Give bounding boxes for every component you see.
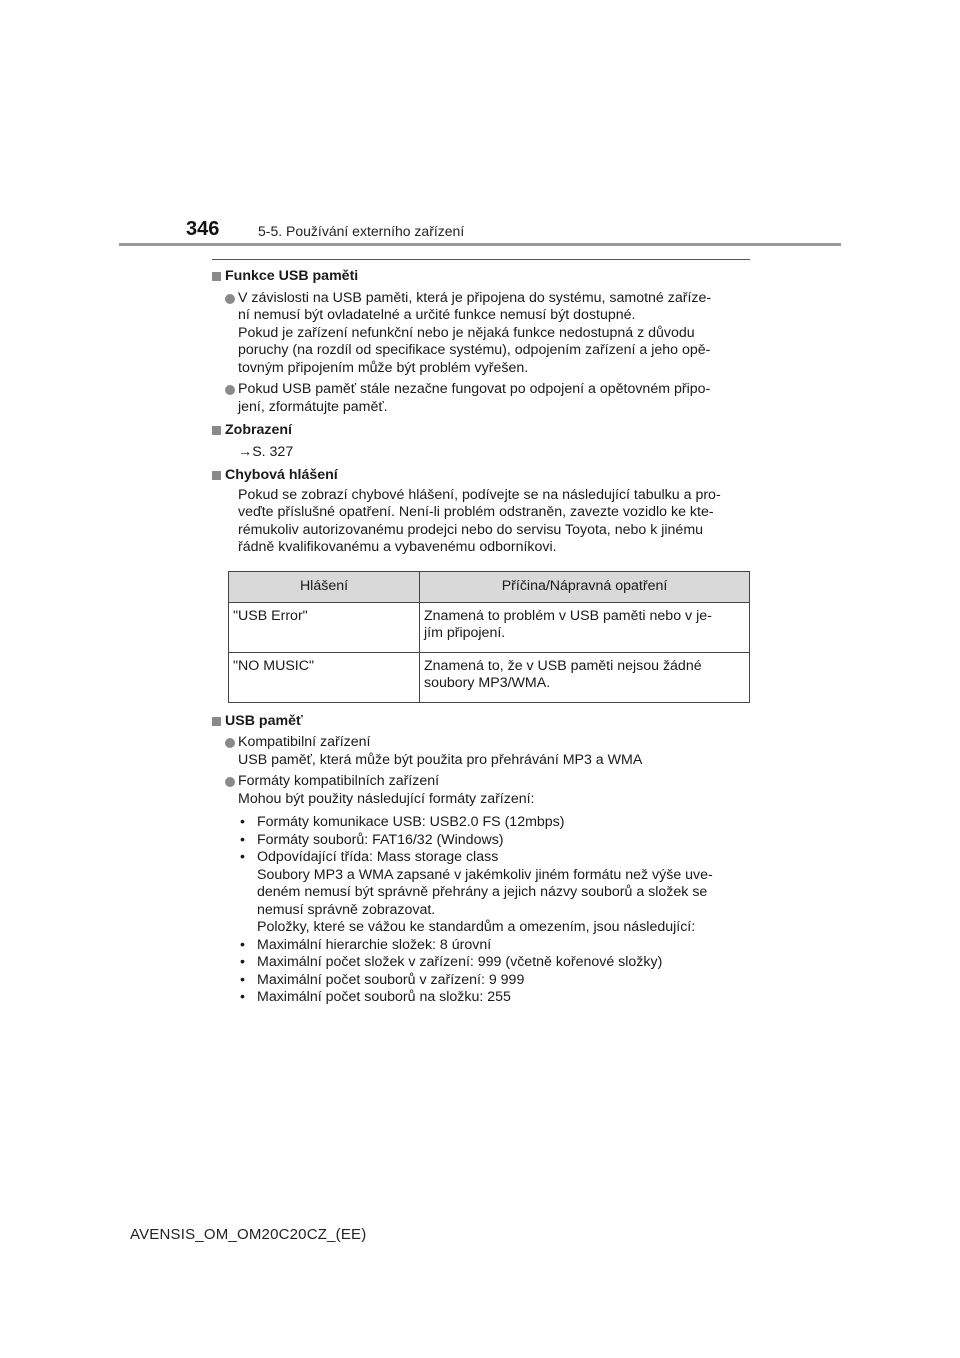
text-line: poruchy (na rozdíl od specifikace systému), odpojením zařízení a jeho opě- — [238, 342, 711, 358]
list-item — [238, 954, 750, 972]
bullet-usb-format — [212, 381, 750, 416]
list-bullet: • — [240, 814, 245, 830]
text-line: Položky, které se vážou ke standardům a omezením, jsou následující: — [257, 919, 696, 935]
text-line: V závislosti na USB paměti, která je připojena do systému, samotné zaříze- — [238, 289, 712, 306]
table-row — [229, 652, 750, 702]
table-row — [229, 602, 750, 652]
text-line: Pokud je zařízení nefunkční nebo je nějaká funkce nedostupná z důvodu — [238, 324, 695, 341]
text-line: Znamená to, že v USB paměti nejsou žádné — [424, 657, 702, 674]
list-item — [238, 832, 750, 850]
list-item — [238, 814, 750, 832]
bullet-compatible-formats — [212, 773, 750, 808]
heading-text: Funkce USB paměti — [225, 268, 359, 284]
list-bullet: • — [240, 831, 245, 848]
header-rule — [119, 243, 841, 246]
text-line: řádně kvalifikovanému a vybavenému odborníkovi. — [238, 539, 557, 555]
square-bullet-icon — [212, 717, 221, 726]
list-item-text: Formáty souborů: FAT16/32 (Windows) — [257, 831, 504, 848]
bullet-title: Formáty kompatibilních zařízení — [238, 773, 440, 789]
text-line: jení, zformátujte paměť. — [238, 398, 388, 415]
page-number: 346 — [186, 218, 220, 240]
list-item — [238, 972, 750, 990]
text-line: soubory MP3/WMA. — [424, 675, 551, 691]
text-line: deném nemusí být správně přehrány a jejich názvy souborů a složek se — [257, 884, 708, 900]
text-line: Soubory MP3 a WMA zapsané v jakémkoliv jiném formátu než výše uve- — [257, 866, 713, 883]
table-header-message: Hlášení — [229, 571, 420, 602]
bullet-title: Kompatibilní zařízení — [238, 734, 371, 750]
list-item — [238, 849, 750, 937]
list-bullet: • — [240, 954, 245, 970]
heading-usb-memory — [212, 713, 750, 731]
bullet-text: Mohou být použity následující formáty zařízení: — [238, 790, 535, 807]
text-line: ní nemusí být ovladatelné a určité funkce nemusí být dostupné. — [238, 307, 636, 323]
footer-doc-code: AVENSIS_OM_OM20C20CZ_(EE) — [130, 1226, 367, 1243]
heading-errors — [212, 467, 750, 485]
list-bullet: • — [240, 989, 245, 1005]
list-item-text: Maximální počet souborů na složku: 255 — [257, 989, 511, 1005]
page-content — [212, 265, 750, 1007]
heading-text: Zobrazení — [225, 422, 293, 438]
list-item-text: Maximální počet složek v zařízení: 999 (včetně kořenové složky) — [257, 954, 663, 970]
list-item-text: Maximální hierarchie složek: 8 úrovní — [257, 936, 492, 953]
text-line: Pokud USB paměť stále nezačne fungovat po odpojení a opětovném připo- — [238, 381, 711, 397]
text-line: nemusí správně zobrazovat. — [257, 901, 436, 918]
round-bullet-icon — [225, 385, 235, 395]
list-item — [238, 937, 750, 955]
square-bullet-icon — [212, 426, 221, 435]
list-item-text: Formáty komunikace USB: USB2.0 FS (12mbps) — [257, 814, 565, 830]
bullet-usb-dependency — [212, 290, 750, 378]
text-line: rémukoliv autorizovanému prodejci nebo do servisu Toyota, nebo k jinému — [238, 521, 704, 538]
text-line: Pokud se zobrazí chybové hlášení, podívejte se na následující tabulku a pro- — [238, 486, 721, 503]
list-item-text: Odpovídající třída: Mass storage class — [257, 849, 499, 865]
table-cell-cause — [420, 602, 750, 652]
format-list — [212, 814, 750, 1007]
section-title: 5-5. Používání externího zařízení — [258, 223, 465, 239]
page-reference: →S. 327 — [238, 443, 294, 460]
round-bullet-icon — [225, 738, 235, 748]
table-cell-message: "USB Error" — [229, 602, 420, 652]
table-cell-message: "NO MUSIC" — [229, 652, 420, 702]
error-messages-table — [228, 571, 750, 703]
list-item-text: Maximální počet souborů v zařízení: 9 999 — [257, 971, 525, 988]
heading-text: Chybová hlášení — [225, 467, 338, 483]
square-bullet-icon — [212, 272, 221, 281]
text-line: jím připojení. — [424, 625, 506, 641]
table-header-row — [229, 571, 750, 602]
heading-text: USB paměť — [225, 712, 303, 729]
list-bullet: • — [240, 971, 245, 988]
round-bullet-icon — [225, 294, 235, 304]
bullet-text: USB paměť, která může být použita pro přehrávání MP3 a WMA — [238, 751, 643, 768]
heading-usb-functions — [212, 268, 750, 286]
list-item — [238, 989, 750, 1007]
errors-intro — [212, 487, 750, 557]
list-bullet: • — [240, 849, 245, 865]
content-rule — [212, 259, 750, 260]
table-header-cause: Příčina/Nápravná opatření — [420, 571, 750, 602]
round-bullet-icon — [225, 777, 235, 787]
text-line: tovným připojením může být problém vyřešen. — [238, 359, 529, 376]
bullet-compatible-devices — [212, 734, 750, 769]
table-cell-cause — [420, 652, 750, 702]
list-bullet: • — [240, 936, 245, 953]
heading-display — [212, 422, 750, 440]
text-line: Znamená to problém v USB paměti nebo v je- — [424, 607, 712, 624]
text-line: veďte příslušné opatření. Není-li problém odstraněn, zavezte vozidlo ke kte- — [238, 504, 714, 520]
square-bullet-icon — [212, 471, 221, 480]
